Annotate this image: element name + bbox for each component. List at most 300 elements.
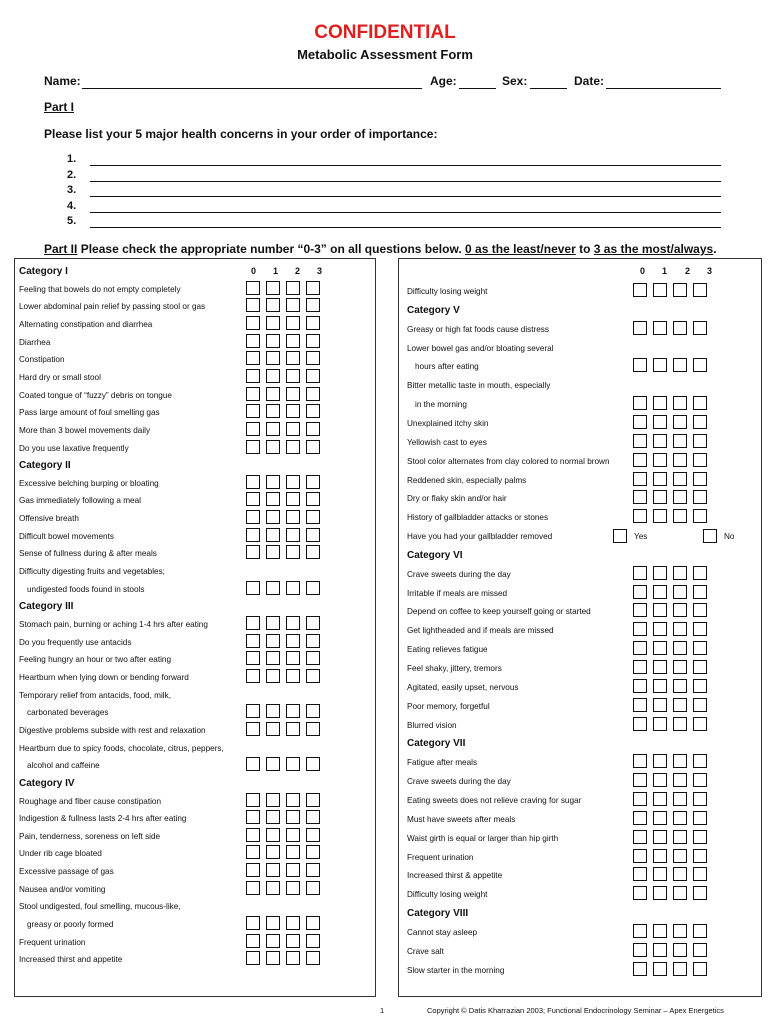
gallbladder-yes-checkbox[interactable] xyxy=(613,529,627,543)
concern-line-3[interactable] xyxy=(90,196,721,197)
left-question-checkbox-0[interactable] xyxy=(246,704,260,718)
right-question-checkbox-3[interactable] xyxy=(693,792,707,806)
left-question-checkbox-2[interactable] xyxy=(286,510,300,524)
right-scale-2: 2 xyxy=(685,266,691,276)
left-question-checkbox-3[interactable] xyxy=(306,951,320,965)
left-question-checkbox-0[interactable] xyxy=(246,369,260,383)
left-question-rating-checkboxes xyxy=(246,881,320,895)
concern-line-2[interactable] xyxy=(90,181,721,182)
left-question-text: Excessive passage of gas xyxy=(19,867,114,877)
left-question-checkbox-1[interactable] xyxy=(266,881,280,895)
left-question-checkbox-2[interactable] xyxy=(286,528,300,542)
right-question-checkbox-0[interactable] xyxy=(633,698,647,712)
left-question-checkbox-1[interactable] xyxy=(266,916,280,930)
left-question-checkbox-3[interactable] xyxy=(306,916,320,930)
left-question-checkbox-3[interactable] xyxy=(306,545,320,559)
left-question-checkbox-0[interactable] xyxy=(246,298,260,312)
right-question-checkbox-2[interactable] xyxy=(673,943,687,957)
right-question-checkbox-1[interactable] xyxy=(653,962,667,976)
right-question-checkbox-3[interactable] xyxy=(693,566,707,580)
part1-prompt: Please list your 5 major health concerns in your order of importance: xyxy=(44,127,438,141)
right-question-checkbox-0[interactable] xyxy=(633,924,647,938)
right-question-checkbox-0[interactable] xyxy=(633,509,647,523)
right-question-checkbox-3[interactable] xyxy=(693,434,707,448)
right-question-checkbox-3[interactable] xyxy=(693,962,707,976)
left-question-text: Increased thirst and appetite xyxy=(19,955,123,965)
gallbladder-no-checkbox[interactable] xyxy=(703,529,717,543)
left-question-checkbox-1[interactable] xyxy=(266,492,280,506)
right-question-checkbox-0[interactable] xyxy=(633,321,647,335)
left-question-checkbox-1[interactable] xyxy=(266,951,280,965)
left-question-checkbox-2[interactable] xyxy=(286,704,300,718)
left-question-rating-checkboxes xyxy=(246,722,320,736)
right-question-checkbox-2[interactable] xyxy=(673,811,687,825)
left-question-checkbox-3[interactable] xyxy=(306,845,320,859)
left-question-checkbox-1[interactable] xyxy=(266,722,280,736)
right-question-checkbox-3[interactable] xyxy=(693,321,707,335)
right-question-text: Difficulty losing weight xyxy=(407,287,488,296)
left-question-checkbox-1[interactable] xyxy=(266,634,280,648)
right-question-text: Greasy or high fat foods cause distress xyxy=(407,324,549,334)
right-question-checkbox-3[interactable] xyxy=(693,585,707,599)
left-question-text: Heartburn when lying down or bending forward xyxy=(19,672,189,682)
right-question-checkbox-0[interactable] xyxy=(633,434,647,448)
right-question-checkbox-0[interactable] xyxy=(633,660,647,674)
right-question-checkbox-3[interactable] xyxy=(693,924,707,938)
left-question-checkbox-1[interactable] xyxy=(266,298,280,312)
right-question-checkbox-1[interactable] xyxy=(653,321,667,335)
left-question-checkbox-1[interactable] xyxy=(266,793,280,807)
right-question-checkbox-0[interactable] xyxy=(633,415,647,429)
right-question-checkbox-3[interactable] xyxy=(693,943,707,957)
left-question-checkbox-0[interactable] xyxy=(246,828,260,842)
left-question-checkbox-1[interactable] xyxy=(266,369,280,383)
left-question-checkbox-0[interactable] xyxy=(246,581,260,595)
left-question-checkbox-3[interactable] xyxy=(306,828,320,842)
left-question-checkbox-3[interactable] xyxy=(306,669,320,683)
left-question-checkbox-0[interactable] xyxy=(246,351,260,365)
left-question-checkbox-0[interactable] xyxy=(246,845,260,859)
left-question-checkbox-3[interactable] xyxy=(306,351,320,365)
left-question-checkbox-3[interactable] xyxy=(306,492,320,506)
right-question-checkbox-2[interactable] xyxy=(673,924,687,938)
left-question-checkbox-2[interactable] xyxy=(286,404,300,418)
left-question-checkbox-0[interactable] xyxy=(246,492,260,506)
right-question-checkbox-0[interactable] xyxy=(633,585,647,599)
left-question-checkbox-1[interactable] xyxy=(266,528,280,542)
left-question-rating-checkboxes xyxy=(246,351,320,365)
left-question-checkbox-3[interactable] xyxy=(306,881,320,895)
right-question-checkbox-1[interactable] xyxy=(653,509,667,523)
right-question-checkbox-2[interactable] xyxy=(673,396,687,410)
right-question-checkbox-1[interactable] xyxy=(653,773,667,787)
left-question-checkbox-1[interactable] xyxy=(266,616,280,630)
right-question-checkbox-2[interactable] xyxy=(673,830,687,844)
right-question-checkbox-0[interactable] xyxy=(633,472,647,486)
left-question-checkbox-3[interactable] xyxy=(306,510,320,524)
left-question-checkbox-2[interactable] xyxy=(286,634,300,648)
right-question-checkbox-3[interactable] xyxy=(693,490,707,504)
name-field[interactable] xyxy=(82,88,422,89)
right-question-checkbox-3[interactable] xyxy=(693,358,707,372)
left-question-checkbox-2[interactable] xyxy=(286,934,300,948)
left-question-checkbox-3[interactable] xyxy=(306,757,320,771)
left-question-checkbox-0[interactable] xyxy=(246,951,260,965)
left-question-checkbox-0[interactable] xyxy=(246,316,260,330)
left-question-checkbox-1[interactable] xyxy=(266,281,280,295)
right-question-checkbox-1[interactable] xyxy=(653,811,667,825)
right-question-text: Irritable if meals are missed xyxy=(407,588,508,598)
left-question-rating-checkboxes xyxy=(246,951,320,965)
left-question-checkbox-2[interactable] xyxy=(286,722,300,736)
right-question-checkbox-3[interactable] xyxy=(693,622,707,636)
left-question-checkbox-2[interactable] xyxy=(286,845,300,859)
right-question-checkbox-1[interactable] xyxy=(653,490,667,504)
right-question-checkbox-2[interactable] xyxy=(673,509,687,523)
right-question-checkbox-2[interactable] xyxy=(673,773,687,787)
left-question-checkbox-2[interactable] xyxy=(286,616,300,630)
left-question-checkbox-1[interactable] xyxy=(266,387,280,401)
right-question-text: Crave salt xyxy=(407,946,444,956)
right-question-checkbox-0[interactable] xyxy=(633,962,647,976)
left-question-checkbox-3[interactable] xyxy=(306,316,320,330)
age-field[interactable] xyxy=(459,88,496,89)
copyright-notice: Copyright © Datis Kharrazian 2003; Functional Endocrinology Seminar – Apex Energetics xyxy=(427,1006,724,1015)
right-question-rating-checkboxes xyxy=(633,585,707,599)
left-question-checkbox-0[interactable] xyxy=(246,475,260,489)
right-question-checkbox-2[interactable] xyxy=(673,849,687,863)
right-question-checkbox-1[interactable] xyxy=(653,830,667,844)
right-question-checkbox-3[interactable] xyxy=(693,660,707,674)
part2-least: 0 as the least/never xyxy=(465,242,576,256)
right-question-rating-checkboxes xyxy=(633,283,707,297)
right-question-checkbox-2[interactable] xyxy=(673,698,687,712)
right-question-checkbox-2[interactable] xyxy=(673,660,687,674)
left-scale-0: 0 xyxy=(251,266,257,276)
right-question-checkbox-0[interactable] xyxy=(633,603,647,617)
right-question-checkbox-0[interactable] xyxy=(633,811,647,825)
right-question-rating-checkboxes xyxy=(633,867,707,881)
left-question-checkbox-3[interactable] xyxy=(306,863,320,877)
right-question-rating-checkboxes xyxy=(633,717,707,731)
right-question-checkbox-0[interactable] xyxy=(633,943,647,957)
left-question-checkbox-1[interactable] xyxy=(266,934,280,948)
form-title: CONFIDENTIAL xyxy=(314,22,456,43)
right-question-checkbox-2[interactable] xyxy=(673,622,687,636)
left-question-checkbox-3[interactable] xyxy=(306,404,320,418)
right-question-rating-checkboxes xyxy=(633,509,707,523)
right-question-checkbox-3[interactable] xyxy=(693,886,707,900)
left-question-text: Frequent urination xyxy=(19,937,86,947)
left-question-checkbox-1[interactable] xyxy=(266,828,280,842)
right-question-checkbox-0[interactable] xyxy=(633,396,647,410)
right-question-text: Lower bowel gas and/or bloating several xyxy=(407,343,554,353)
left-question-checkbox-2[interactable] xyxy=(286,757,300,771)
left-question-checkbox-0[interactable] xyxy=(246,651,260,665)
right-question-checkbox-2[interactable] xyxy=(673,321,687,335)
right-question-checkbox-0[interactable] xyxy=(633,886,647,900)
left-question-rating-checkboxes xyxy=(246,387,320,401)
concern-line-5[interactable] xyxy=(90,227,721,228)
right-question-rating-checkboxes xyxy=(633,415,707,429)
left-question-checkbox-2[interactable] xyxy=(286,828,300,842)
left-question-text: Diarrhea xyxy=(19,337,51,347)
right-question-checkbox-3[interactable] xyxy=(693,641,707,655)
left-question-checkbox-2[interactable] xyxy=(286,916,300,930)
right-question-checkbox-3[interactable] xyxy=(693,849,707,863)
right-question-checkbox-2[interactable] xyxy=(673,962,687,976)
left-question-checkbox-0[interactable] xyxy=(246,616,260,630)
left-question-checkbox-3[interactable] xyxy=(306,722,320,736)
left-question-checkbox-3[interactable] xyxy=(306,651,320,665)
left-question-checkbox-3[interactable] xyxy=(306,810,320,824)
right-question-checkbox-1[interactable] xyxy=(653,453,667,467)
right-question-checkbox-0[interactable] xyxy=(633,679,647,693)
left-question-checkbox-0[interactable] xyxy=(246,863,260,877)
right-question-checkbox-0[interactable] xyxy=(633,717,647,731)
left-question-checkbox-2[interactable] xyxy=(286,369,300,383)
right-question-checkbox-2[interactable] xyxy=(673,754,687,768)
left-question-checkbox-2[interactable] xyxy=(286,440,300,454)
left-question-rating-checkboxes xyxy=(246,810,320,824)
left-question-checkbox-1[interactable] xyxy=(266,704,280,718)
left-question-checkbox-3[interactable] xyxy=(306,704,320,718)
left-question-checkbox-3[interactable] xyxy=(306,440,320,454)
left-question-checkbox-2[interactable] xyxy=(286,581,300,595)
right-question-checkbox-0[interactable] xyxy=(633,792,647,806)
right-question-checkbox-0[interactable] xyxy=(633,566,647,580)
right-question-checkbox-2[interactable] xyxy=(673,453,687,467)
left-question-checkbox-1[interactable] xyxy=(266,510,280,524)
left-question-text: Stomach pain, burning or aching 1-4 hrs after eating xyxy=(19,620,208,629)
right-question-checkbox-1[interactable] xyxy=(653,396,667,410)
right-question-checkbox-2[interactable] xyxy=(673,679,687,693)
left-question-text: Do you use laxative frequently xyxy=(19,443,129,453)
left-question-checkbox-0[interactable] xyxy=(246,281,260,295)
left-question-checkbox-2[interactable] xyxy=(286,863,300,877)
right-question-checkbox-1[interactable] xyxy=(653,434,667,448)
left-question-checkbox-3[interactable] xyxy=(306,422,320,436)
right-scale-0: 0 xyxy=(640,266,646,276)
right-question-text: Feel shaky, jittery, tremors xyxy=(407,664,502,673)
left-question-checkbox-1[interactable] xyxy=(266,545,280,559)
left-question-checkbox-1[interactable] xyxy=(266,404,280,418)
left-question-checkbox-1[interactable] xyxy=(266,475,280,489)
left-question-checkbox-2[interactable] xyxy=(286,492,300,506)
left-question-checkbox-1[interactable] xyxy=(266,845,280,859)
left-question-checkbox-0[interactable] xyxy=(246,404,260,418)
left-question-checkbox-2[interactable] xyxy=(286,475,300,489)
left-question-checkbox-2[interactable] xyxy=(286,281,300,295)
right-question-checkbox-1[interactable] xyxy=(653,622,667,636)
right-question-checkbox-3[interactable] xyxy=(693,717,707,731)
right-question-checkbox-2[interactable] xyxy=(673,585,687,599)
right-question-checkbox-3[interactable] xyxy=(693,773,707,787)
right-question-checkbox-0[interactable] xyxy=(633,453,647,467)
right-question-checkbox-2[interactable] xyxy=(673,867,687,881)
right-question-checkbox-1[interactable] xyxy=(653,358,667,372)
left-question-checkbox-0[interactable] xyxy=(246,634,260,648)
left-question-checkbox-2[interactable] xyxy=(286,387,300,401)
left-question-checkbox-0[interactable] xyxy=(246,669,260,683)
left-question-checkbox-0[interactable] xyxy=(246,528,260,542)
right-question-checkbox-0[interactable] xyxy=(633,283,647,297)
right-question-checkbox-2[interactable] xyxy=(673,566,687,580)
right-question-checkbox-3[interactable] xyxy=(693,396,707,410)
right-question-checkbox-2[interactable] xyxy=(673,603,687,617)
left-question-checkbox-2[interactable] xyxy=(286,351,300,365)
right-question-text: Frequent urination xyxy=(407,852,474,862)
right-question-checkbox-3[interactable] xyxy=(693,754,707,768)
left-question-checkbox-2[interactable] xyxy=(286,669,300,683)
right-question-checkbox-3[interactable] xyxy=(693,698,707,712)
right-question-checkbox-2[interactable] xyxy=(673,283,687,297)
left-question-rating-checkboxes xyxy=(246,651,320,665)
right-question-checkbox-1[interactable] xyxy=(653,283,667,297)
right-question-checkbox-3[interactable] xyxy=(693,415,707,429)
concern-number: 2. xyxy=(67,168,77,181)
right-question-checkbox-1[interactable] xyxy=(653,603,667,617)
left-question-checkbox-2[interactable] xyxy=(286,810,300,824)
right-question-checkbox-1[interactable] xyxy=(653,472,667,486)
right-question-checkbox-1[interactable] xyxy=(653,641,667,655)
left-question-checkbox-1[interactable] xyxy=(266,651,280,665)
right-question-checkbox-1[interactable] xyxy=(653,585,667,599)
left-question-checkbox-2[interactable] xyxy=(286,422,300,436)
right-question-checkbox-1[interactable] xyxy=(653,698,667,712)
right-question-checkbox-0[interactable] xyxy=(633,830,647,844)
concern-line-1[interactable] xyxy=(90,165,721,166)
right-question-checkbox-2[interactable] xyxy=(673,434,687,448)
left-question-checkbox-1[interactable] xyxy=(266,669,280,683)
right-question-checkbox-1[interactable] xyxy=(653,849,667,863)
left-question-checkbox-0[interactable] xyxy=(246,334,260,348)
right-question-checkbox-2[interactable] xyxy=(673,415,687,429)
right-question-checkbox-3[interactable] xyxy=(693,603,707,617)
left-question-checkbox-1[interactable] xyxy=(266,422,280,436)
left-question-checkbox-0[interactable] xyxy=(246,793,260,807)
right-question-checkbox-1[interactable] xyxy=(653,924,667,938)
left-question-checkbox-0[interactable] xyxy=(246,545,260,559)
left-question-checkbox-1[interactable] xyxy=(266,440,280,454)
left-question-checkbox-0[interactable] xyxy=(246,810,260,824)
right-question-checkbox-2[interactable] xyxy=(673,490,687,504)
right-question-checkbox-0[interactable] xyxy=(633,622,647,636)
left-question-checkbox-1[interactable] xyxy=(266,863,280,877)
right-question-checkbox-3[interactable] xyxy=(693,283,707,297)
right-question-checkbox-2[interactable] xyxy=(673,717,687,731)
right-question-checkbox-0[interactable] xyxy=(633,358,647,372)
right-question-text: Eating sweets does not relieve craving for sugar xyxy=(407,795,582,805)
right-question-checkbox-1[interactable] xyxy=(653,886,667,900)
right-question-checkbox-2[interactable] xyxy=(673,641,687,655)
left-question-checkbox-1[interactable] xyxy=(266,334,280,348)
right-question-checkbox-1[interactable] xyxy=(653,867,667,881)
left-question-checkbox-3[interactable] xyxy=(306,581,320,595)
right-question-checkbox-3[interactable] xyxy=(693,811,707,825)
left-question-checkbox-2[interactable] xyxy=(286,298,300,312)
right-question-checkbox-3[interactable] xyxy=(693,867,707,881)
right-question-checkbox-2[interactable] xyxy=(673,886,687,900)
left-question-checkbox-0[interactable] xyxy=(246,510,260,524)
left-question-checkbox-0[interactable] xyxy=(246,440,260,454)
left-question-checkbox-3[interactable] xyxy=(306,528,320,542)
left-question-checkbox-3[interactable] xyxy=(306,298,320,312)
right-question-checkbox-0[interactable] xyxy=(633,641,647,655)
left-question-checkbox-0[interactable] xyxy=(246,934,260,948)
right-question-checkbox-3[interactable] xyxy=(693,509,707,523)
right-question-checkbox-3[interactable] xyxy=(693,679,707,693)
left-question-checkbox-0[interactable] xyxy=(246,387,260,401)
left-question-checkbox-1[interactable] xyxy=(266,757,280,771)
left-question-checkbox-2[interactable] xyxy=(286,793,300,807)
left-question-checkbox-0[interactable] xyxy=(246,757,260,771)
left-category-heading: Category I xyxy=(19,266,68,277)
left-question-checkbox-0[interactable] xyxy=(246,422,260,436)
left-question-checkbox-3[interactable] xyxy=(306,387,320,401)
left-question-checkbox-2[interactable] xyxy=(286,334,300,348)
right-question-checkbox-0[interactable] xyxy=(633,867,647,881)
right-question-checkbox-1[interactable] xyxy=(653,566,667,580)
right-question-checkbox-2[interactable] xyxy=(673,358,687,372)
page-number: 1 xyxy=(380,1006,385,1015)
left-question-checkbox-3[interactable] xyxy=(306,475,320,489)
left-question-checkbox-3[interactable] xyxy=(306,793,320,807)
left-question-checkbox-2[interactable] xyxy=(286,951,300,965)
left-question-checkbox-2[interactable] xyxy=(286,881,300,895)
left-question-checkbox-2[interactable] xyxy=(286,545,300,559)
left-question-text: Pass large amount of foul smelling gas xyxy=(19,408,160,418)
left-question-checkbox-3[interactable] xyxy=(306,616,320,630)
right-question-checkbox-1[interactable] xyxy=(653,792,667,806)
left-question-checkbox-1[interactable] xyxy=(266,581,280,595)
left-question-checkbox-2[interactable] xyxy=(286,651,300,665)
right-question-checkbox-1[interactable] xyxy=(653,660,667,674)
sex-field[interactable] xyxy=(530,88,567,89)
left-question-checkbox-3[interactable] xyxy=(306,634,320,648)
left-question-checkbox-3[interactable] xyxy=(306,934,320,948)
left-question-checkbox-1[interactable] xyxy=(266,810,280,824)
right-question-checkbox-1[interactable] xyxy=(653,754,667,768)
left-question-text: Feeling that bowels do not empty completely xyxy=(19,284,181,294)
right-question-checkbox-0[interactable] xyxy=(633,849,647,863)
right-question-checkbox-3[interactable] xyxy=(693,472,707,486)
right-question-checkbox-0[interactable] xyxy=(633,754,647,768)
left-question-text: Coated tongue of “fuzzy” debris on tongue xyxy=(19,390,172,400)
right-question-checkbox-2[interactable] xyxy=(673,472,687,486)
date-field[interactable] xyxy=(606,88,721,89)
left-question-checkbox-0[interactable] xyxy=(246,722,260,736)
right-question-checkbox-3[interactable] xyxy=(693,830,707,844)
right-question-checkbox-3[interactable] xyxy=(693,453,707,467)
right-question-checkbox-0[interactable] xyxy=(633,773,647,787)
left-question-checkbox-2[interactable] xyxy=(286,316,300,330)
left-question-checkbox-3[interactable] xyxy=(306,369,320,383)
concern-line-4[interactable] xyxy=(90,212,721,213)
left-question-checkbox-0[interactable] xyxy=(246,916,260,930)
right-question-checkbox-1[interactable] xyxy=(653,679,667,693)
right-question-checkbox-1[interactable] xyxy=(653,943,667,957)
left-question-checkbox-3[interactable] xyxy=(306,281,320,295)
right-question-checkbox-0[interactable] xyxy=(633,490,647,504)
left-question-checkbox-1[interactable] xyxy=(266,316,280,330)
right-question-checkbox-2[interactable] xyxy=(673,792,687,806)
right-question-checkbox-1[interactable] xyxy=(653,717,667,731)
left-question-checkbox-0[interactable] xyxy=(246,881,260,895)
right-question-checkbox-1[interactable] xyxy=(653,415,667,429)
left-question-checkbox-1[interactable] xyxy=(266,351,280,365)
left-question-checkbox-3[interactable] xyxy=(306,334,320,348)
